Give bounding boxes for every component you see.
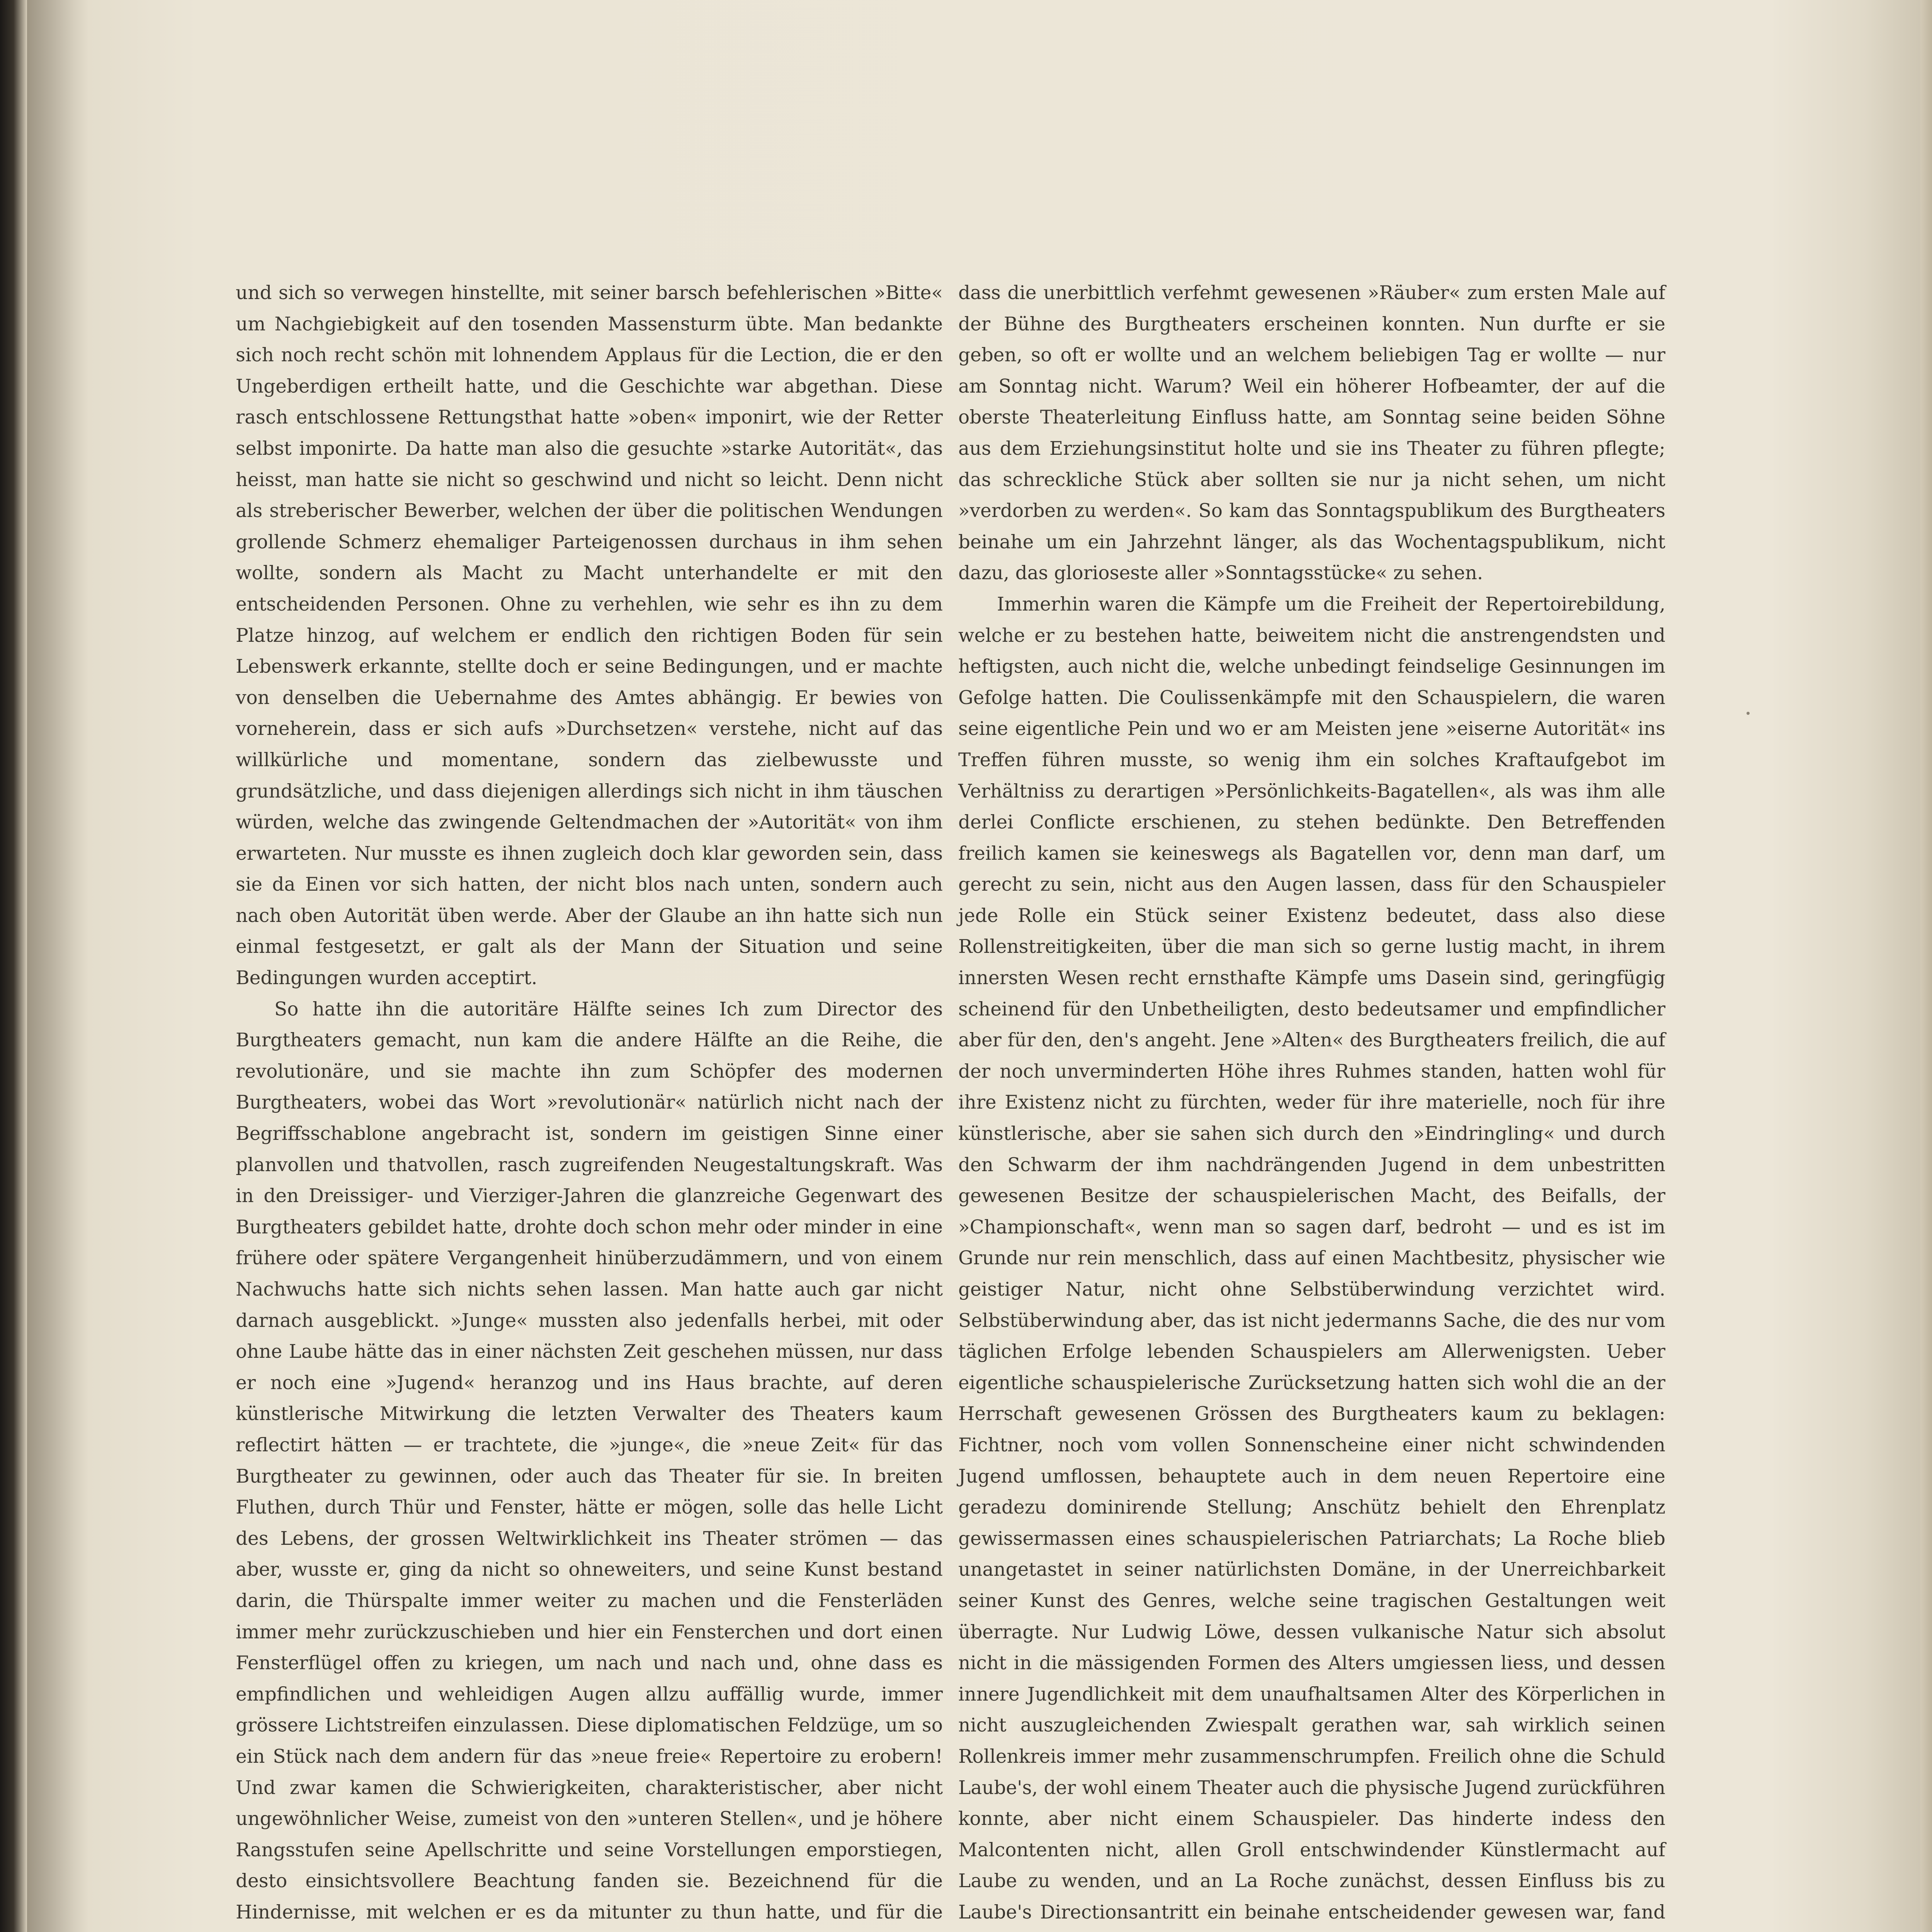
page-stack-edge <box>1920 0 1932 1932</box>
right-text-column <box>958 277 1665 1932</box>
paragraph: Immerhin waren die Kämpfe um die Freiheit der Repertoirebildung, welche er zu bestehen hatte, beiweitem nicht die anstrengendsten und heftigsten, auch nicht die, welche unbedingt feindselige Gesinnungen im Gefolge hatten. Die Coulissenkämpfe mit den Schauspielern, die waren seine eigentliche Pein und wo er am Meisten jene »eiserne Autorität« ins Treffen führen musste, so wenig ihm ein solches Kraftaufgebot im Verhältniss zu derartigen »Persönlichkeits-Bagatellen«, als was ihm alle derlei Conflicte erschienen, zu stehen bedünkte. Den Betreffenden freilich kamen sie keineswegs als Bagatellen vor, denn man darf, um gerecht zu sein, nicht aus den Augen lassen, dass für den Schauspieler jede Rolle ein Stück seiner Existenz bedeutet, dass also diese Rollenstreitigkeiten, über die man sich so gerne lustig macht, in ihrem innersten Wesen recht ernsthafte Kämpfe ums Dasein sind, geringfügig scheinend für den Unbetheiligten, desto bedeutsamer und empfindlicher aber für den, den's angeht. Jene »Alten« des Burgtheaters freilich, die auf der noch unverminderten Höhe ihres Ruhmes standen, hatten wohl für ihre Existenz nicht zu fürchten, weder für ihre materielle, noch für ihre künstlerische, aber sie sahen sich durch den »Eindringling« und durch den Schwarm der ihm nachdrängenden Jugend in dem unbestritten gewesenen Besitze der schauspielerischen Macht, des Beifalls, der »Championschaft«, wenn man so sagen darf, bedroht — und es ist im Grunde nur rein menschlich, dass auf einen Machtbesitz, physischer wie geistiger Natur, nicht ohne Selbstüberwindung verzichtet wird. Selbstüberwindung aber, das ist nicht jedermanns Sache, die des nur vom täglichen Erfolge lebenden Schauspielers am Allerwenigsten. Ueber eigentliche schauspielerische Zurücksetzung hatten sich wohl die an der Herrschaft gewesenen Grössen des Burgtheaters kaum zu beklagen: Fichtner, noch vom vollen Sonnenscheine einer nicht schwindenden Jugend umflossen, behauptete auch in dem neuen Repertoire eine geradezu dominirende Stellung; Anschütz behielt den Ehrenplatz gewissermassen eines schauspielerischen Patriarchats; La Roche blieb unangetastet in seiner natürlichsten Domäne, in der Unerreichbarkeit seiner Kunst des Genres, welche seine tragischen Gestaltungen weit überragte. Nur Ludwig Löwe, dessen vulkanische Natur sich absolut nicht in die mässigenden Formen des Alters umgiessen liess, und dessen innere Jugendlichkeit mit dem unaufhaltsamen Alter des Körperlichen in nicht auszugleichenden Zwiespalt gerathen war, sah wirklich seinen Rollenkreis immer mehr zusammenschrumpfen. Freilich ohne die Schuld Laube's, der wohl einem Theater auch die physische Jugend zurückführen konnte, aber nicht einem Schauspieler. Das hinderte indess den Malcontenten nicht, allen Groll entschwindender Künstlermacht auf Laube zu wenden, und an La Roche zunächst, dessen Einfluss bis zu Laube's Directionsantritt ein beinahe entscheidender gewesen war, fand <box>958 593 1665 1923</box>
paragraph: So hatte ihn die autoritäre Hälfte seines Ich zum Director des Burgtheaters gemacht, nun kam die andere Hälfte an die Reihe, die revolutionäre, und sie machte ihn zum Schöpfer des modernen Burgtheaters, wobei das Wort »revolutionär« natürlich nicht nach der Begriffsschablone angebracht ist, sondern im geistigen Sinne einer planvollen und thatvollen, rasch zugreifenden Neugestaltungskraft. Was in den Dreissiger- und Vierziger-Jahren die glanzreiche Gegenwart des Burgtheaters gebildet hatte, drohte doch schon mehr oder minder in eine frühere oder spätere Vergangenheit hinüberzudämmern, und von einem Nachwuchs hatte sich nichts sehen lassen. Man hatte auch gar nicht darnach ausgeblickt. »Junge« mussten also jedenfalls herbei, mit oder ohne Laube hätte das in einer nächsten Zeit geschehen müssen, nur dass er noch eine »Jugend« heranzog und ins Haus brachte, auf deren künstlerische Mitwirkung die letzten Verwalter des Theaters kaum reflectirt hätten — er trachtete, die »junge«, die »neue Zeit« für das Burgtheater zu gewinnen, oder auch das Theater für sie. In breiten Fluthen, durch Thür und Fenster, hätte er mögen, solle das helle Licht des Lebens, der grossen Weltwirklichkeit ins Theater strömen — das aber, wusste er, ging da nicht so ohneweiters, und seine Kunst bestand darin, die Thürspalte immer weiter zu machen und die Fensterläden immer mehr zurückzuschieben und hier ein Fensterchen und dort einen Fensterflügel offen zu kriegen, um nach und nach und, ohne dass es empfindlichen und wehleidigen Augen allzu auffällig wurde, immer grössere Lichtstreifen einzulassen. Diese diplomatischen Feldzüge, um so ein Stück nach dem andern für das »neue freie« Repertoire zu erobern! Und zwar kamen die Schwierigkeiten, charakteristischer, aber nicht ungewöhnlicher Weise, zumeist von den »unteren Stellen«, und je höhere Rangsstufen seine Apellschritte und seine Vorstellungen emporstiegen, desto einsichtsvollere Beachtung fanden sie. Bezeichnend für die Hindernisse, mit welchen er es da mitunter zu thun hatte, und für die <box>236 998 943 1923</box>
page-speck <box>1747 712 1750 715</box>
paragraph: dass die unerbittlich verfehmt gewesenen »Räuber« zum ersten Male auf der Bühne des Burgtheaters erscheinen konnten. Nun durfte er sie geben, so oft er wollte und an welchem beliebigen Tag er wollte — nur am Sonntag nicht. Warum? Weil ein höherer Hofbeamter, der auf die oberste Theaterleitung Einfluss hatte, am Sonntag seine beiden Söhne aus dem Erziehungsinstitut holte und sie ins Theater zu führen pflegte; das schreckliche Stück aber sollten sie nur ja nicht sehen, um nicht »verdorben zu werden«. So kam das Sonntagspublikum des Burgtheaters beinahe um ein Jahrzehnt länger, als das Wochentagspublikum, nicht dazu, das glorioseste aller »Sonntagsstücke« zu sehen. <box>958 282 1665 584</box>
gutter-shadow <box>27 0 89 1932</box>
book-page <box>27 0 1920 1932</box>
paragraph: und sich so verwegen hinstellte, mit seiner barsch befehlerischen »Bitte« um Nachgiebigkeit auf den tosenden Massensturm übte. Man bedankte sich noch recht schön mit lohnendem Applaus für die Lection, die er den Ungeberdigen ertheilt hatte, und die Geschichte war abgethan. Diese rasch entschlossene Rettungsthat hatte »oben« imponirt, wie der Retter selbst imponirte. Da hatte man also die gesuchte »starke Autorität«, das heisst, man hatte sie nicht so geschwind und nicht so leicht. Denn nicht als streberischer Bewerber, welchen der über die politischen Wendungen grollende Schmerz ehemaliger Parteigenossen durchaus in ihm sehen wollte, sondern als Macht zu Macht unterhandelte er mit den entscheidenden Personen. Ohne zu verhehlen, wie sehr es ihn zu dem Platze hinzog, auf welchem er endlich den richtigen Boden für sein Lebenswerk erkannte, stellte doch er seine Bedingungen, und er machte von denselben die Uebernahme des Amtes abhängig. Er bewies von vorneherein, dass er sich aufs »Durchsetzen« verstehe, nicht auf das willkürliche und momentane, sondern das zielbewusste und grundsätzliche, und dass diejenigen allerdings sich nicht in ihm täuschen würden, welche das zwingende Geltendmachen der »Autorität« von ihm erwarteten. Nur musste es ihnen zugleich doch klar geworden sein, dass sie da Einen vor sich hatten, der nicht blos nach unten, sondern auch nach oben Autorität üben werde. Aber der Glaube an ihn hatte sich nun einmal festgesetzt, er galt als der Mann der Situation und seine Bedingungen wurden acceptirt. <box>236 282 943 989</box>
left-text-column <box>236 277 943 1932</box>
facing-page-edge <box>0 0 27 1932</box>
